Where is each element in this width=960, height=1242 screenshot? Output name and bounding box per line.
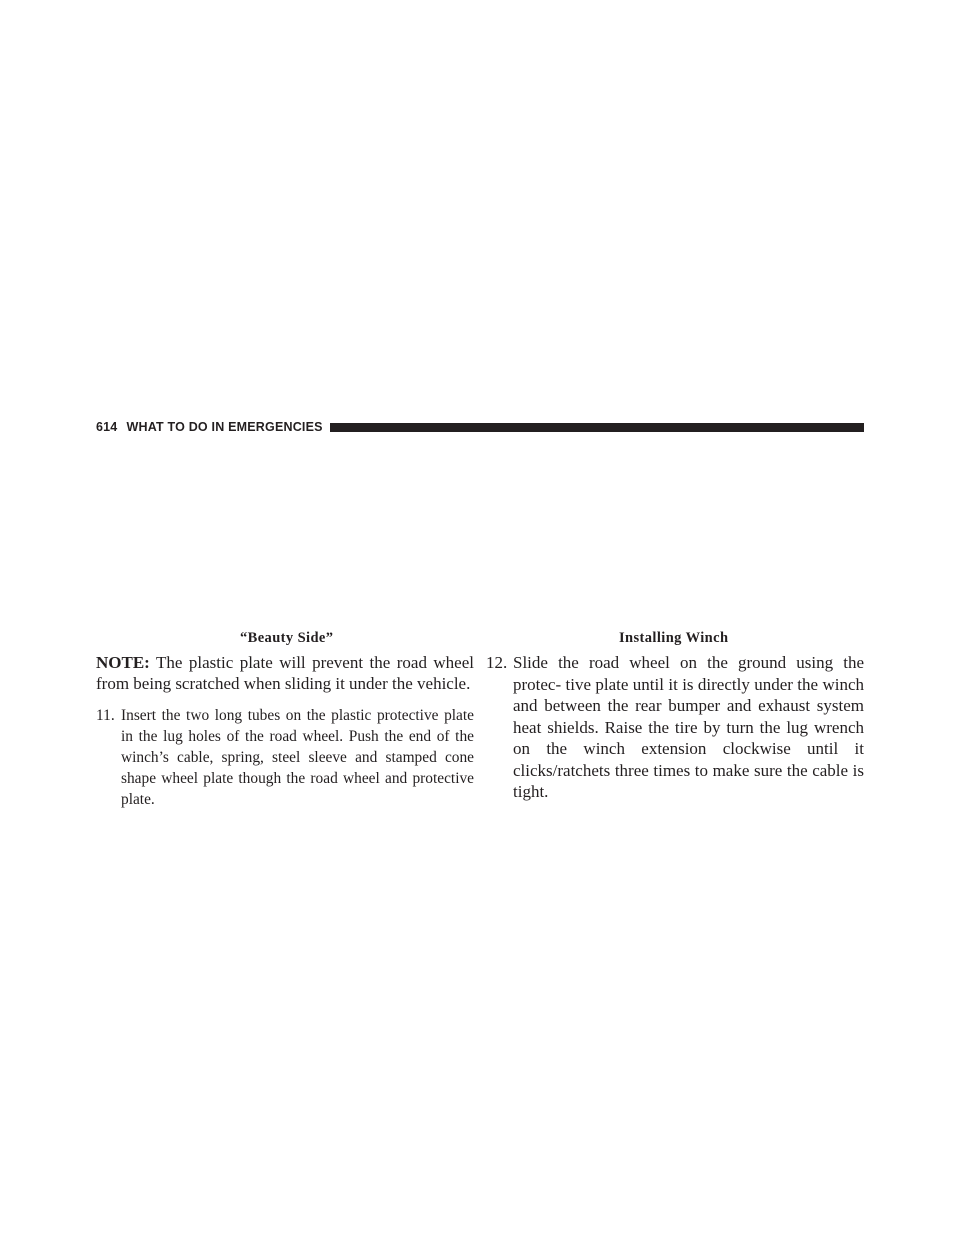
step-12-number: 12. — [486, 653, 508, 672]
beauty-side-caption: “Beauty Side” — [240, 630, 334, 646]
step-12-text: Slide the road wheel on the ground using the protec- tive plate until it is directly under the winch and between the rear bumper and exhaust system heat shields. Raise the tire by turn the lug wrench on the winch extension clockwise until it clicks/ratchets three times to make sure the cable is tight. — [513, 653, 864, 801]
right-column — [486, 652, 864, 803]
installing-winch-caption: Installing Winch — [619, 630, 729, 646]
section-title: WHAT TO DO IN EMERGENCIES — [126, 420, 323, 434]
page-number: 614 — [96, 420, 118, 434]
left-column — [96, 652, 474, 810]
note-text: The plastic plate will prevent the road wheel from being scratched when sliding it under the vehicle. — [96, 653, 474, 693]
step-11-text: Insert the two long tubes on the plastic protective plate in the lug holes of the road wheel. Push the end of the winch’s cable, spring, steel sleeve and stamped cone shape wheel plate though the road wheel and protective plate. — [121, 707, 474, 808]
step-11 — [96, 705, 474, 810]
page-header — [96, 420, 864, 434]
header-rule — [330, 423, 864, 432]
step-11-number: 11. — [96, 707, 115, 724]
note-paragraph — [96, 652, 474, 694]
note-label: NOTE: — [96, 653, 150, 672]
step-12 — [486, 652, 864, 803]
